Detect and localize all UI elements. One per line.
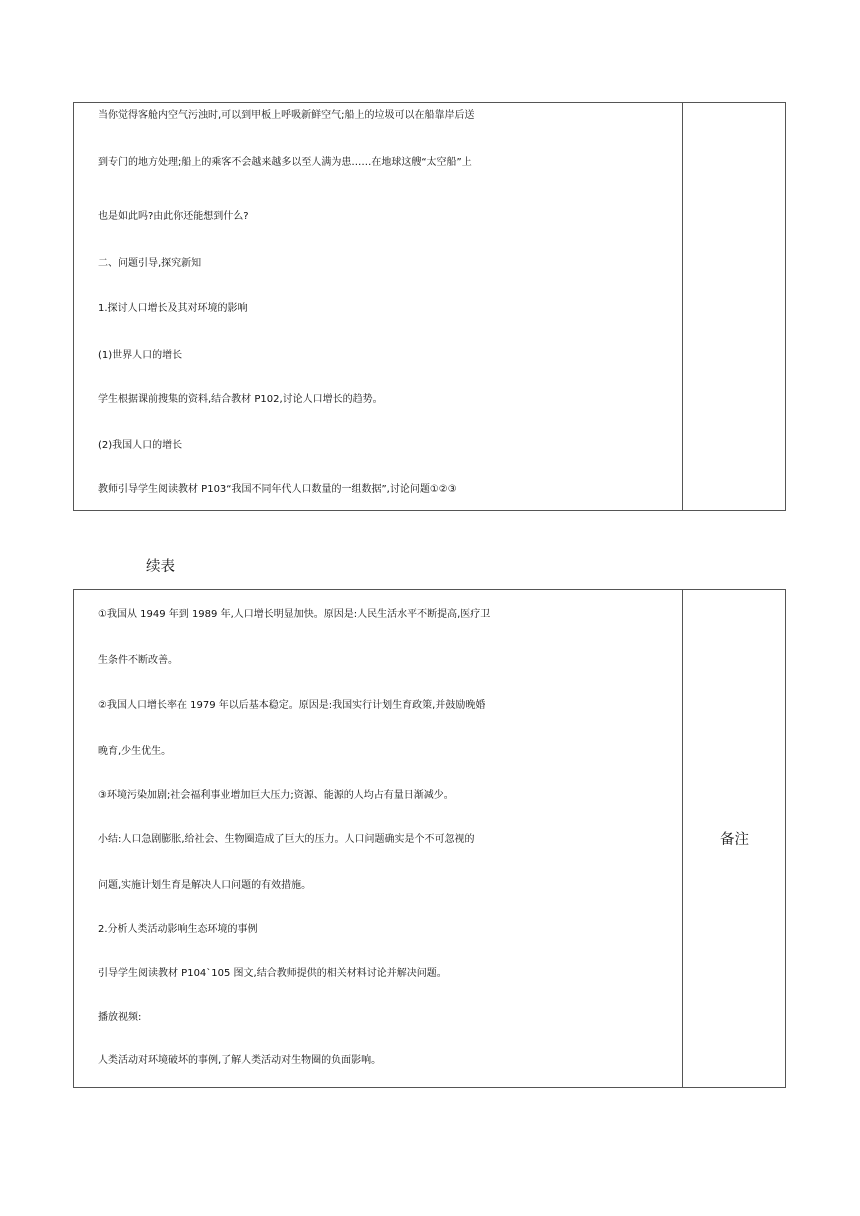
subsection-heading: 1.探讨人口增长及其对环境的影响 <box>98 303 248 314</box>
subsection-heading: (1)世界人口的增长 <box>98 350 183 361</box>
text-line: 到专门的地方处理;船上的乘客不会越来越多以至人满为患……在地球这艘“太空船”上 <box>98 157 472 168</box>
text-line: 播放视频: <box>98 1012 142 1023</box>
continued-label: 续表 <box>146 559 175 575</box>
text-line: 也是如此吗?由此你还能想到什么? <box>98 211 249 222</box>
section-heading: 二、问题引导,探究新知 <box>98 258 202 269</box>
text-line: 问题,实施计划生育是解决人口问题的有效措施。 <box>98 880 312 891</box>
subsection-heading: 2.分析人类活动影响生态环境的事例 <box>98 924 258 935</box>
text-line: ②我国人口增长率在 1979 年以后基本稳定。原因是:我国实行计划生育政策,并鼓励晚婚 <box>98 700 486 711</box>
column-divider <box>682 103 683 510</box>
text-line: 当你觉得客舱内空气污浊时,可以到甲板上呼吸新鲜空气;船上的垃圾可以在船靠岸后送 <box>98 110 475 121</box>
text-line: 引导学生阅读教材 P104`105 图文,结合教师提供的相关材料讨论并解决问题。 <box>98 968 447 979</box>
text-line: 学生根据课前搜集的资料,结合教材 P102,讨论人口增长的趋势。 <box>98 394 383 405</box>
remark-label: 备注 <box>720 832 749 848</box>
text-line: 教师引导学生阅读教材 P103“我国不同年代人口数量的一组数据”,讨论问题①②③ <box>98 484 457 495</box>
subsection-heading: (2)我国人口的增长 <box>98 440 183 451</box>
lesson-table-2 <box>73 589 786 1088</box>
text-line: ①我国从 1949 年到 1989 年,人口增长明显加快。原因是:人民生活水平不断提高,医疗卫 <box>98 609 491 620</box>
text-line: ③环境污染加剧;社会福利事业增加巨大压力;资源、能源的人均占有量日渐减少。 <box>98 790 454 801</box>
text-line: 小结:人口急剧膨胀,给社会、生物圈造成了巨大的压力。人口问题确实是个不可忽视的 <box>98 834 475 845</box>
text-line: 生条件不断改善。 <box>98 655 178 666</box>
text-line: 人类活动对环境破坏的事例,了解人类活动对生物圈的负面影响。 <box>98 1055 382 1066</box>
text-line: 晚育,少生优生。 <box>98 746 172 757</box>
lesson-table-1 <box>73 102 786 511</box>
